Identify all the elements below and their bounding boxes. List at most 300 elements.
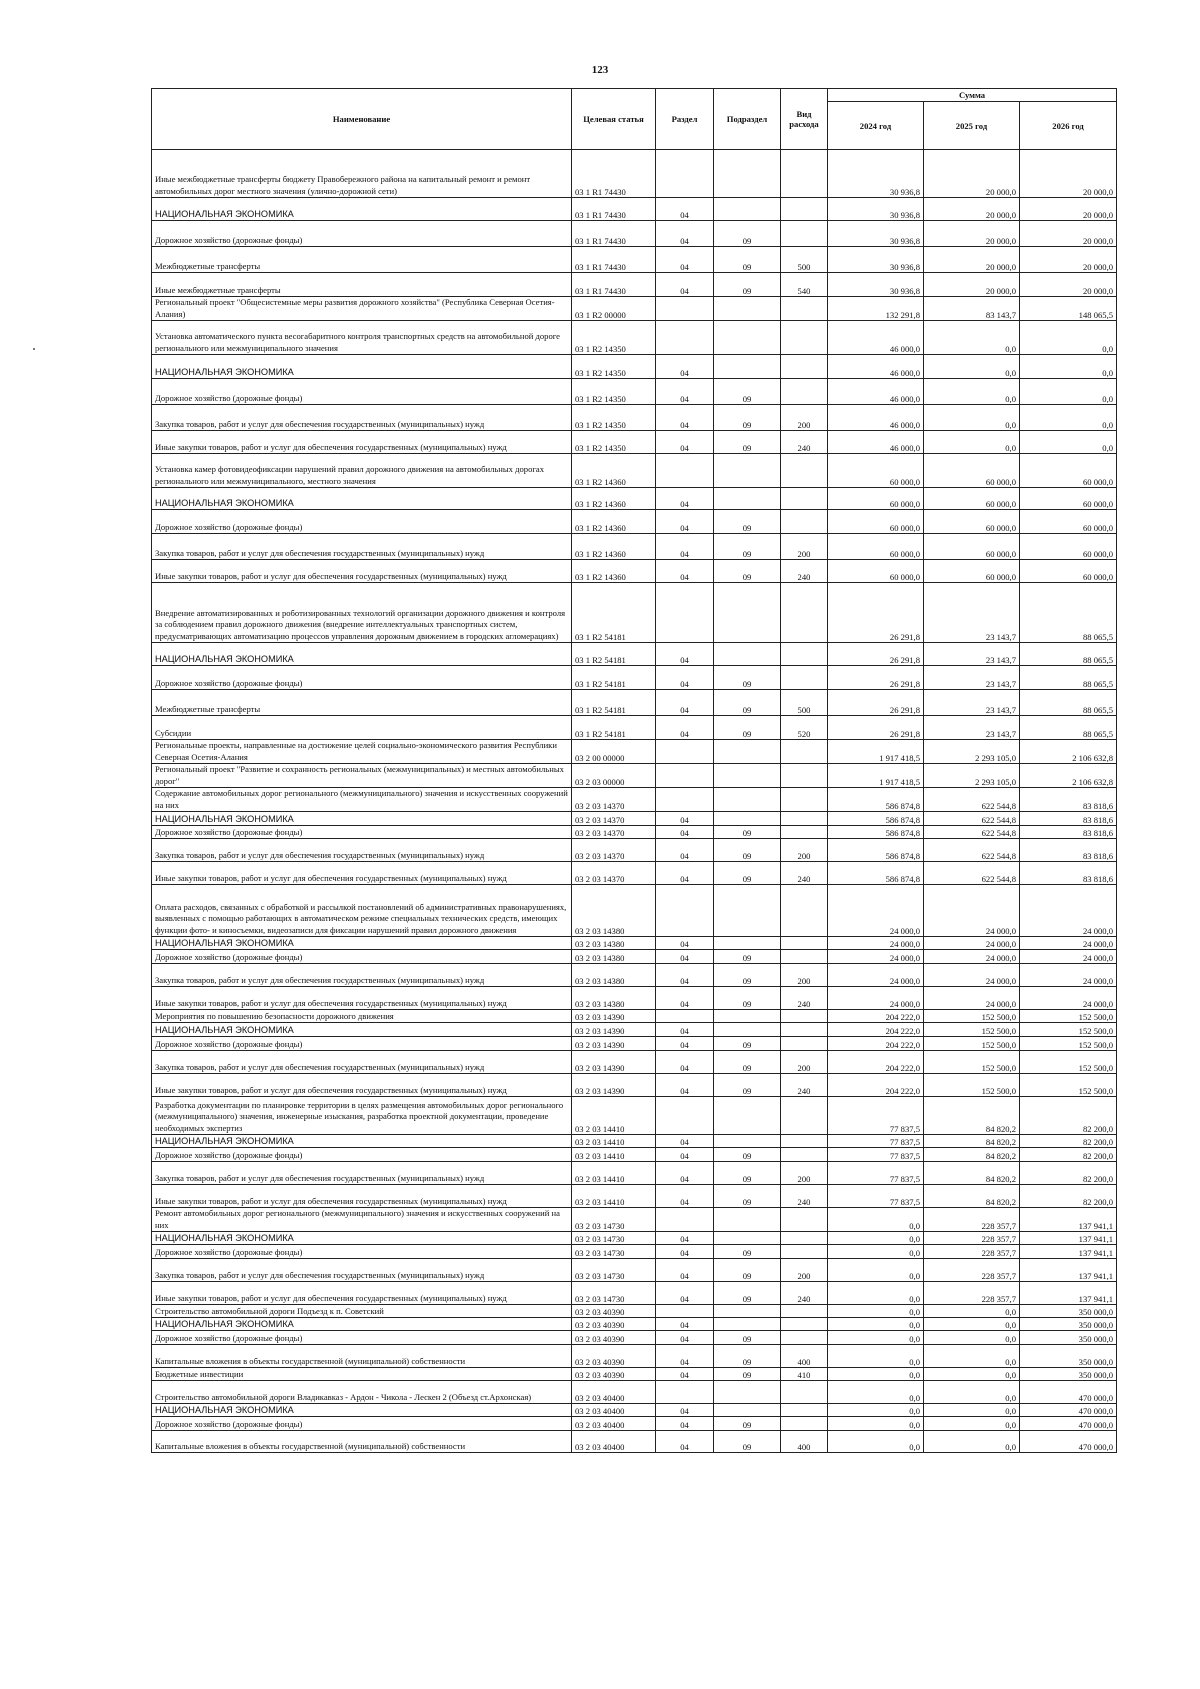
table-row bbox=[152, 643, 1117, 666]
row-amount-2025: 0,0 bbox=[924, 1331, 1020, 1345]
table-row bbox=[152, 1282, 1117, 1305]
row-name: НАЦИОНАЛЬНАЯ ЭКОНОМИКА bbox=[152, 1135, 572, 1148]
table-row bbox=[152, 454, 1117, 488]
row-amount-2024: 26 291,8 bbox=[828, 643, 924, 666]
row-name: НАЦИОНАЛЬНАЯ ЭКОНОМИКА bbox=[152, 1318, 572, 1331]
row-amount-2026: 137 941,1 bbox=[1020, 1232, 1117, 1245]
row-expense-type bbox=[781, 937, 828, 950]
row-amount-2025: 20 000,0 bbox=[924, 221, 1020, 247]
row-name: Межбюджетные трансферты bbox=[152, 690, 572, 716]
row-amount-2024: 204 222,0 bbox=[828, 1074, 924, 1097]
row-amount-2025: 23 143,7 bbox=[924, 583, 1020, 643]
row-subsection bbox=[714, 1010, 781, 1023]
table-row bbox=[152, 1245, 1117, 1259]
page-number: 123 bbox=[591, 64, 609, 76]
row-amount-2025: 23 143,7 bbox=[924, 643, 1020, 666]
row-target-article: 03 1 R2 14360 bbox=[572, 534, 656, 560]
row-expense-type bbox=[781, 1037, 828, 1051]
row-amount-2024: 586 874,8 bbox=[828, 788, 924, 812]
row-amount-2026: 88 065,5 bbox=[1020, 666, 1117, 690]
row-amount-2024: 26 291,8 bbox=[828, 583, 924, 643]
table-row bbox=[152, 1431, 1117, 1453]
row-expense-type bbox=[781, 488, 828, 510]
row-section bbox=[656, 1381, 714, 1404]
row-amount-2026: 83 818,6 bbox=[1020, 839, 1117, 862]
row-amount-2024: 0,0 bbox=[828, 1331, 924, 1345]
row-amount-2026: 470 000,0 bbox=[1020, 1404, 1117, 1417]
row-amount-2024: 60 000,0 bbox=[828, 510, 924, 534]
row-expense-type bbox=[781, 1318, 828, 1331]
table-row bbox=[152, 273, 1117, 297]
row-name: Дорожное хозяйство (дорожные фонды) bbox=[152, 950, 572, 964]
row-target-article: 03 2 03 14730 bbox=[572, 1208, 656, 1232]
row-amount-2024: 0,0 bbox=[828, 1259, 924, 1282]
row-section: 04 bbox=[656, 355, 714, 379]
row-target-article: 03 2 03 14370 bbox=[572, 862, 656, 885]
row-amount-2026: 24 000,0 bbox=[1020, 950, 1117, 964]
row-subsection: 09 bbox=[714, 1331, 781, 1345]
row-amount-2025: 0,0 bbox=[924, 1345, 1020, 1368]
row-amount-2026: 82 200,0 bbox=[1020, 1148, 1117, 1162]
row-amount-2026: 88 065,5 bbox=[1020, 643, 1117, 666]
row-amount-2026: 88 065,5 bbox=[1020, 583, 1117, 643]
row-amount-2025: 60 000,0 bbox=[924, 534, 1020, 560]
row-name: Закупка товаров, работ и услуг для обеспечения государственных (муниципальных) нужд bbox=[152, 964, 572, 987]
row-amount-2025: 84 820,2 bbox=[924, 1097, 1020, 1135]
row-expense-type: 500 bbox=[781, 690, 828, 716]
table-row bbox=[152, 405, 1117, 431]
row-expense-type: 240 bbox=[781, 1282, 828, 1305]
row-section: 04 bbox=[656, 1417, 714, 1431]
row-expense-type bbox=[781, 1404, 828, 1417]
row-subsection bbox=[714, 788, 781, 812]
table-row bbox=[152, 885, 1117, 937]
row-expense-type bbox=[781, 788, 828, 812]
row-amount-2025: 228 357,7 bbox=[924, 1282, 1020, 1305]
header-section: Раздел bbox=[656, 89, 714, 150]
row-amount-2025: 152 500,0 bbox=[924, 1010, 1020, 1023]
row-section: 04 bbox=[656, 862, 714, 885]
row-subsection bbox=[714, 1305, 781, 1318]
row-amount-2025: 20 000,0 bbox=[924, 247, 1020, 273]
row-name: Ремонт автомобильных дорог регионального (межмуниципального) значения и искусственных сооружений на них bbox=[152, 1208, 572, 1232]
row-name: Иные закупки товаров, работ и услуг для обеспечения государственных (муниципальных) нужд bbox=[152, 1074, 572, 1097]
row-amount-2024: 24 000,0 bbox=[828, 964, 924, 987]
row-amount-2024: 586 874,8 bbox=[828, 812, 924, 826]
row-amount-2026: 350 000,0 bbox=[1020, 1305, 1117, 1318]
row-amount-2026: 350 000,0 bbox=[1020, 1368, 1117, 1381]
row-amount-2026: 83 818,6 bbox=[1020, 862, 1117, 885]
row-section bbox=[656, 1305, 714, 1318]
row-amount-2025: 24 000,0 bbox=[924, 964, 1020, 987]
row-name: Оплата расходов, связанных с обработкой и рассылкой постановлений об административных правонарушениях, выявленных с помощью работающих в автоматическом режиме специальных технических средств, имеющих функции фото- и киносъемки, видеозаписи для фиксации нарушений правил дорожного движения bbox=[152, 885, 572, 937]
row-name: НАЦИОНАЛЬНАЯ ЭКОНОМИКА bbox=[152, 812, 572, 826]
row-subsection bbox=[714, 1404, 781, 1417]
row-subsection bbox=[714, 297, 781, 321]
row-amount-2025: 0,0 bbox=[924, 1305, 1020, 1318]
row-amount-2026: 20 000,0 bbox=[1020, 198, 1117, 221]
row-name: Иные закупки товаров, работ и услуг для обеспечения государственных (муниципальных) нужд bbox=[152, 1282, 572, 1305]
row-amount-2025: 24 000,0 bbox=[924, 987, 1020, 1010]
row-target-article: 03 1 R1 74430 bbox=[572, 247, 656, 273]
row-amount-2025: 152 500,0 bbox=[924, 1023, 1020, 1037]
row-section bbox=[656, 788, 714, 812]
row-section bbox=[656, 740, 714, 764]
row-amount-2026: 152 500,0 bbox=[1020, 1023, 1117, 1037]
row-expense-type: 240 bbox=[781, 560, 828, 583]
row-expense-type bbox=[781, 643, 828, 666]
row-section: 04 bbox=[656, 964, 714, 987]
row-name: Региональные проекты, направленные на достижение целей социально-экономического развития Республики Северная Осетия-Алания bbox=[152, 740, 572, 764]
row-subsection: 09 bbox=[714, 1162, 781, 1185]
row-amount-2024: 30 936,8 bbox=[828, 198, 924, 221]
table-row bbox=[152, 297, 1117, 321]
header-year-2024: 2024 год bbox=[828, 102, 924, 150]
row-amount-2025: 84 820,2 bbox=[924, 1148, 1020, 1162]
row-amount-2024: 0,0 bbox=[828, 1431, 924, 1453]
row-expense-type bbox=[781, 1305, 828, 1318]
table-row bbox=[152, 379, 1117, 405]
row-amount-2024: 30 936,8 bbox=[828, 221, 924, 247]
row-section: 04 bbox=[656, 1282, 714, 1305]
row-amount-2024: 77 837,5 bbox=[828, 1148, 924, 1162]
table-row bbox=[152, 1023, 1117, 1037]
row-amount-2026: 470 000,0 bbox=[1020, 1431, 1117, 1453]
row-target-article: 03 2 03 14730 bbox=[572, 1259, 656, 1282]
row-amount-2026: 137 941,1 bbox=[1020, 1282, 1117, 1305]
row-amount-2024: 586 874,8 bbox=[828, 862, 924, 885]
row-name: Дорожное хозяйство (дорожные фонды) bbox=[152, 379, 572, 405]
row-target-article: 03 1 R2 14350 bbox=[572, 431, 656, 454]
row-target-article: 03 1 R2 14350 bbox=[572, 321, 656, 355]
row-amount-2025: 60 000,0 bbox=[924, 560, 1020, 583]
row-amount-2026: 20 000,0 bbox=[1020, 150, 1117, 198]
row-section: 04 bbox=[656, 1185, 714, 1208]
row-amount-2024: 46 000,0 bbox=[828, 379, 924, 405]
table-row bbox=[152, 1135, 1117, 1148]
table-row bbox=[152, 355, 1117, 379]
row-target-article: 03 2 03 14370 bbox=[572, 812, 656, 826]
row-amount-2026: 20 000,0 bbox=[1020, 221, 1117, 247]
table-row bbox=[152, 1010, 1117, 1023]
row-section: 04 bbox=[656, 431, 714, 454]
row-expense-type: 240 bbox=[781, 987, 828, 1010]
table-row bbox=[152, 1051, 1117, 1074]
row-target-article: 03 1 R2 14360 bbox=[572, 510, 656, 534]
row-section: 04 bbox=[656, 510, 714, 534]
row-subsection: 09 bbox=[714, 1282, 781, 1305]
row-amount-2026: 83 818,6 bbox=[1020, 812, 1117, 826]
row-subsection: 09 bbox=[714, 826, 781, 839]
row-subsection: 09 bbox=[714, 839, 781, 862]
row-amount-2026: 152 500,0 bbox=[1020, 1051, 1117, 1074]
row-expense-type bbox=[781, 1135, 828, 1148]
row-amount-2025: 228 357,7 bbox=[924, 1259, 1020, 1282]
row-expense-type bbox=[781, 826, 828, 839]
row-section: 04 bbox=[656, 198, 714, 221]
row-subsection bbox=[714, 321, 781, 355]
row-name: НАЦИОНАЛЬНАЯ ЭКОНОМИКА bbox=[152, 643, 572, 666]
row-section: 04 bbox=[656, 716, 714, 740]
row-amount-2025: 84 820,2 bbox=[924, 1162, 1020, 1185]
row-amount-2025: 23 143,7 bbox=[924, 690, 1020, 716]
row-expense-type bbox=[781, 1208, 828, 1232]
table-row bbox=[152, 431, 1117, 454]
row-subsection bbox=[714, 488, 781, 510]
row-amount-2026: 350 000,0 bbox=[1020, 1318, 1117, 1331]
row-expense-type: 520 bbox=[781, 716, 828, 740]
row-section bbox=[656, 1208, 714, 1232]
row-amount-2024: 60 000,0 bbox=[828, 488, 924, 510]
row-name: Внедрение автоматизированных и роботизированных технологий организации дорожного движения и контроля за соблюдением правил дорожного движения (внедрение интеллектуальных транспортных систем, предусматривающих автоматизацию процессов управления дорожным движением в городских агломерациях) bbox=[152, 583, 572, 643]
row-expense-type: 240 bbox=[781, 1185, 828, 1208]
row-amount-2026: 148 065,5 bbox=[1020, 297, 1117, 321]
row-amount-2024: 0,0 bbox=[828, 1318, 924, 1331]
row-expense-type bbox=[781, 666, 828, 690]
row-subsection: 09 bbox=[714, 716, 781, 740]
row-section: 04 bbox=[656, 1345, 714, 1368]
row-name: Строительство автомобильной дороги Подъезд к п. Советский bbox=[152, 1305, 572, 1318]
row-amount-2025: 83 143,7 bbox=[924, 297, 1020, 321]
row-amount-2025: 23 143,7 bbox=[924, 716, 1020, 740]
table-row bbox=[152, 1097, 1117, 1135]
row-target-article: 03 1 R2 00000 bbox=[572, 297, 656, 321]
table-row bbox=[152, 1404, 1117, 1417]
row-amount-2025: 152 500,0 bbox=[924, 1051, 1020, 1074]
row-amount-2025: 2 293 105,0 bbox=[924, 740, 1020, 764]
row-subsection: 09 bbox=[714, 950, 781, 964]
row-expense-type: 200 bbox=[781, 839, 828, 862]
row-expense-type bbox=[781, 297, 828, 321]
table-row bbox=[152, 1185, 1117, 1208]
row-amount-2025: 622 544,8 bbox=[924, 839, 1020, 862]
row-subsection bbox=[714, 740, 781, 764]
row-amount-2025: 228 357,7 bbox=[924, 1245, 1020, 1259]
row-amount-2024: 26 291,8 bbox=[828, 666, 924, 690]
row-subsection: 09 bbox=[714, 1345, 781, 1368]
row-section: 04 bbox=[656, 690, 714, 716]
row-target-article: 03 2 03 14390 bbox=[572, 1074, 656, 1097]
row-subsection: 09 bbox=[714, 431, 781, 454]
row-amount-2026: 470 000,0 bbox=[1020, 1381, 1117, 1404]
row-target-article: 03 1 R2 54181 bbox=[572, 643, 656, 666]
row-expense-type bbox=[781, 1148, 828, 1162]
row-expense-type: 200 bbox=[781, 534, 828, 560]
row-amount-2024: 46 000,0 bbox=[828, 321, 924, 355]
row-target-article: 03 2 03 40390 bbox=[572, 1305, 656, 1318]
table-row bbox=[152, 839, 1117, 862]
table-row bbox=[152, 862, 1117, 885]
row-expense-type bbox=[781, 1245, 828, 1259]
row-target-article: 03 2 03 40390 bbox=[572, 1318, 656, 1331]
row-section: 04 bbox=[656, 247, 714, 273]
table-row bbox=[152, 1368, 1117, 1381]
row-subsection: 09 bbox=[714, 964, 781, 987]
row-section: 04 bbox=[656, 1162, 714, 1185]
row-target-article: 03 2 03 14390 bbox=[572, 1010, 656, 1023]
row-amount-2026: 137 941,1 bbox=[1020, 1245, 1117, 1259]
table-row bbox=[152, 221, 1117, 247]
row-amount-2025: 20 000,0 bbox=[924, 273, 1020, 297]
row-amount-2026: 82 200,0 bbox=[1020, 1097, 1117, 1135]
row-amount-2026: 0,0 bbox=[1020, 321, 1117, 355]
row-amount-2026: 0,0 bbox=[1020, 405, 1117, 431]
row-section: 04 bbox=[656, 812, 714, 826]
row-target-article: 03 2 03 40400 bbox=[572, 1417, 656, 1431]
row-name: НАЦИОНАЛЬНАЯ ЭКОНОМИКА bbox=[152, 1404, 572, 1417]
row-amount-2025: 0,0 bbox=[924, 1417, 1020, 1431]
row-target-article: 03 1 R1 74430 bbox=[572, 221, 656, 247]
row-amount-2026: 0,0 bbox=[1020, 355, 1117, 379]
row-expense-type bbox=[781, 1232, 828, 1245]
row-subsection bbox=[714, 764, 781, 788]
row-amount-2026: 60 000,0 bbox=[1020, 454, 1117, 488]
row-expense-type bbox=[781, 740, 828, 764]
row-amount-2025: 0,0 bbox=[924, 321, 1020, 355]
row-section: 04 bbox=[656, 666, 714, 690]
row-subsection: 09 bbox=[714, 221, 781, 247]
table-row bbox=[152, 150, 1117, 198]
row-amount-2024: 204 222,0 bbox=[828, 1023, 924, 1037]
row-subsection: 09 bbox=[714, 273, 781, 297]
row-subsection bbox=[714, 1023, 781, 1037]
row-subsection bbox=[714, 1318, 781, 1331]
row-section: 04 bbox=[656, 1051, 714, 1074]
table-row bbox=[152, 583, 1117, 643]
table-row bbox=[152, 1259, 1117, 1282]
row-section bbox=[656, 150, 714, 198]
row-amount-2025: 0,0 bbox=[924, 379, 1020, 405]
row-subsection: 09 bbox=[714, 1245, 781, 1259]
row-name: Капитальные вложения в объекты государственной (муниципальной) собственности bbox=[152, 1345, 572, 1368]
row-expense-type: 200 bbox=[781, 405, 828, 431]
row-expense-type bbox=[781, 1381, 828, 1404]
table-row bbox=[152, 690, 1117, 716]
row-amount-2024: 0,0 bbox=[828, 1381, 924, 1404]
row-name: Иные закупки товаров, работ и услуг для обеспечения государственных (муниципальных) нужд bbox=[152, 862, 572, 885]
row-section bbox=[656, 1010, 714, 1023]
table-row bbox=[152, 964, 1117, 987]
row-section: 04 bbox=[656, 405, 714, 431]
table-row bbox=[152, 1381, 1117, 1404]
row-target-article: 03 1 R2 54181 bbox=[572, 583, 656, 643]
row-expense-type bbox=[781, 1417, 828, 1431]
row-amount-2025: 84 820,2 bbox=[924, 1185, 1020, 1208]
row-amount-2024: 24 000,0 bbox=[828, 937, 924, 950]
row-amount-2024: 46 000,0 bbox=[828, 405, 924, 431]
row-amount-2026: 152 500,0 bbox=[1020, 1010, 1117, 1023]
row-amount-2026: 24 000,0 bbox=[1020, 987, 1117, 1010]
row-expense-type: 400 bbox=[781, 1345, 828, 1368]
row-amount-2025: 228 357,7 bbox=[924, 1232, 1020, 1245]
row-amount-2026: 20 000,0 bbox=[1020, 247, 1117, 273]
row-name: Установка автоматического пункта весогабаритного контроля транспортных средств на автомобильной дороге регионального или межмуниципального значения bbox=[152, 321, 572, 355]
row-amount-2024: 0,0 bbox=[828, 1404, 924, 1417]
row-amount-2025: 60 000,0 bbox=[924, 510, 1020, 534]
row-name: НАЦИОНАЛЬНАЯ ЭКОНОМИКА bbox=[152, 355, 572, 379]
table-row bbox=[152, 987, 1117, 1010]
row-subsection bbox=[714, 1208, 781, 1232]
row-name: Дорожное хозяйство (дорожные фонды) bbox=[152, 826, 572, 839]
table-body bbox=[152, 150, 1117, 1453]
row-target-article: 03 2 03 14380 bbox=[572, 885, 656, 937]
row-section: 04 bbox=[656, 379, 714, 405]
row-amount-2025: 152 500,0 bbox=[924, 1037, 1020, 1051]
row-section: 04 bbox=[656, 1368, 714, 1381]
row-target-article: 03 1 R1 74430 bbox=[572, 150, 656, 198]
row-name: Дорожное хозяйство (дорожные фонды) bbox=[152, 1037, 572, 1051]
row-amount-2024: 1 917 418,5 bbox=[828, 764, 924, 788]
row-name: Мероприятия по повышению безопасности дорожного движения bbox=[152, 1010, 572, 1023]
row-subsection: 09 bbox=[714, 379, 781, 405]
row-section: 04 bbox=[656, 560, 714, 583]
table-row bbox=[152, 321, 1117, 355]
row-amount-2024: 0,0 bbox=[828, 1282, 924, 1305]
row-amount-2024: 1 917 418,5 bbox=[828, 740, 924, 764]
table-row bbox=[152, 666, 1117, 690]
header-subsection: Подраздел bbox=[714, 89, 781, 150]
row-name: Закупка товаров, работ и услуг для обеспечения государственных (муниципальных) нужд bbox=[152, 1051, 572, 1074]
row-name: Дорожное хозяйство (дорожные фонды) bbox=[152, 221, 572, 247]
row-subsection: 09 bbox=[714, 1185, 781, 1208]
row-target-article: 03 2 03 14410 bbox=[572, 1135, 656, 1148]
table-row bbox=[152, 764, 1117, 788]
row-subsection: 09 bbox=[714, 862, 781, 885]
row-name: НАЦИОНАЛЬНАЯ ЭКОНОМИКА bbox=[152, 488, 572, 510]
row-target-article: 03 2 03 14380 bbox=[572, 964, 656, 987]
row-amount-2024: 132 291,8 bbox=[828, 297, 924, 321]
row-section: 04 bbox=[656, 1431, 714, 1453]
row-amount-2025: 60 000,0 bbox=[924, 488, 1020, 510]
table-row bbox=[152, 1232, 1117, 1245]
row-section bbox=[656, 1097, 714, 1135]
row-amount-2024: 0,0 bbox=[828, 1245, 924, 1259]
row-amount-2026: 24 000,0 bbox=[1020, 937, 1117, 950]
row-section: 04 bbox=[656, 1074, 714, 1097]
row-name: Дорожное хозяйство (дорожные фонды) bbox=[152, 666, 572, 690]
row-amount-2025: 152 500,0 bbox=[924, 1074, 1020, 1097]
row-section: 04 bbox=[656, 1232, 714, 1245]
table-row bbox=[152, 1037, 1117, 1051]
row-amount-2024: 26 291,8 bbox=[828, 716, 924, 740]
row-expense-type bbox=[781, 885, 828, 937]
row-amount-2024: 24 000,0 bbox=[828, 950, 924, 964]
row-amount-2026: 152 500,0 bbox=[1020, 1037, 1117, 1051]
row-expense-type bbox=[781, 454, 828, 488]
row-target-article: 03 1 R2 54181 bbox=[572, 716, 656, 740]
row-subsection bbox=[714, 454, 781, 488]
row-amount-2026: 60 000,0 bbox=[1020, 560, 1117, 583]
table-row bbox=[152, 1208, 1117, 1232]
row-amount-2025: 20 000,0 bbox=[924, 150, 1020, 198]
row-section: 04 bbox=[656, 1037, 714, 1051]
row-name: Дорожное хозяйство (дорожные фонды) bbox=[152, 1331, 572, 1345]
row-subsection bbox=[714, 150, 781, 198]
row-name: Иные закупки товаров, работ и услуг для обеспечения государственных (муниципальных) нужд bbox=[152, 1185, 572, 1208]
row-amount-2026: 350 000,0 bbox=[1020, 1345, 1117, 1368]
row-section: 04 bbox=[656, 1245, 714, 1259]
row-target-article: 03 2 03 14370 bbox=[572, 839, 656, 862]
row-amount-2026: 82 200,0 bbox=[1020, 1135, 1117, 1148]
row-subsection bbox=[714, 885, 781, 937]
row-subsection bbox=[714, 643, 781, 666]
header-name: Наименование bbox=[152, 89, 572, 150]
row-target-article: 03 2 03 14390 bbox=[572, 1051, 656, 1074]
row-amount-2024: 0,0 bbox=[828, 1208, 924, 1232]
row-amount-2026: 88 065,5 bbox=[1020, 690, 1117, 716]
row-target-article: 03 1 R2 14360 bbox=[572, 560, 656, 583]
row-expense-type: 200 bbox=[781, 1259, 828, 1282]
